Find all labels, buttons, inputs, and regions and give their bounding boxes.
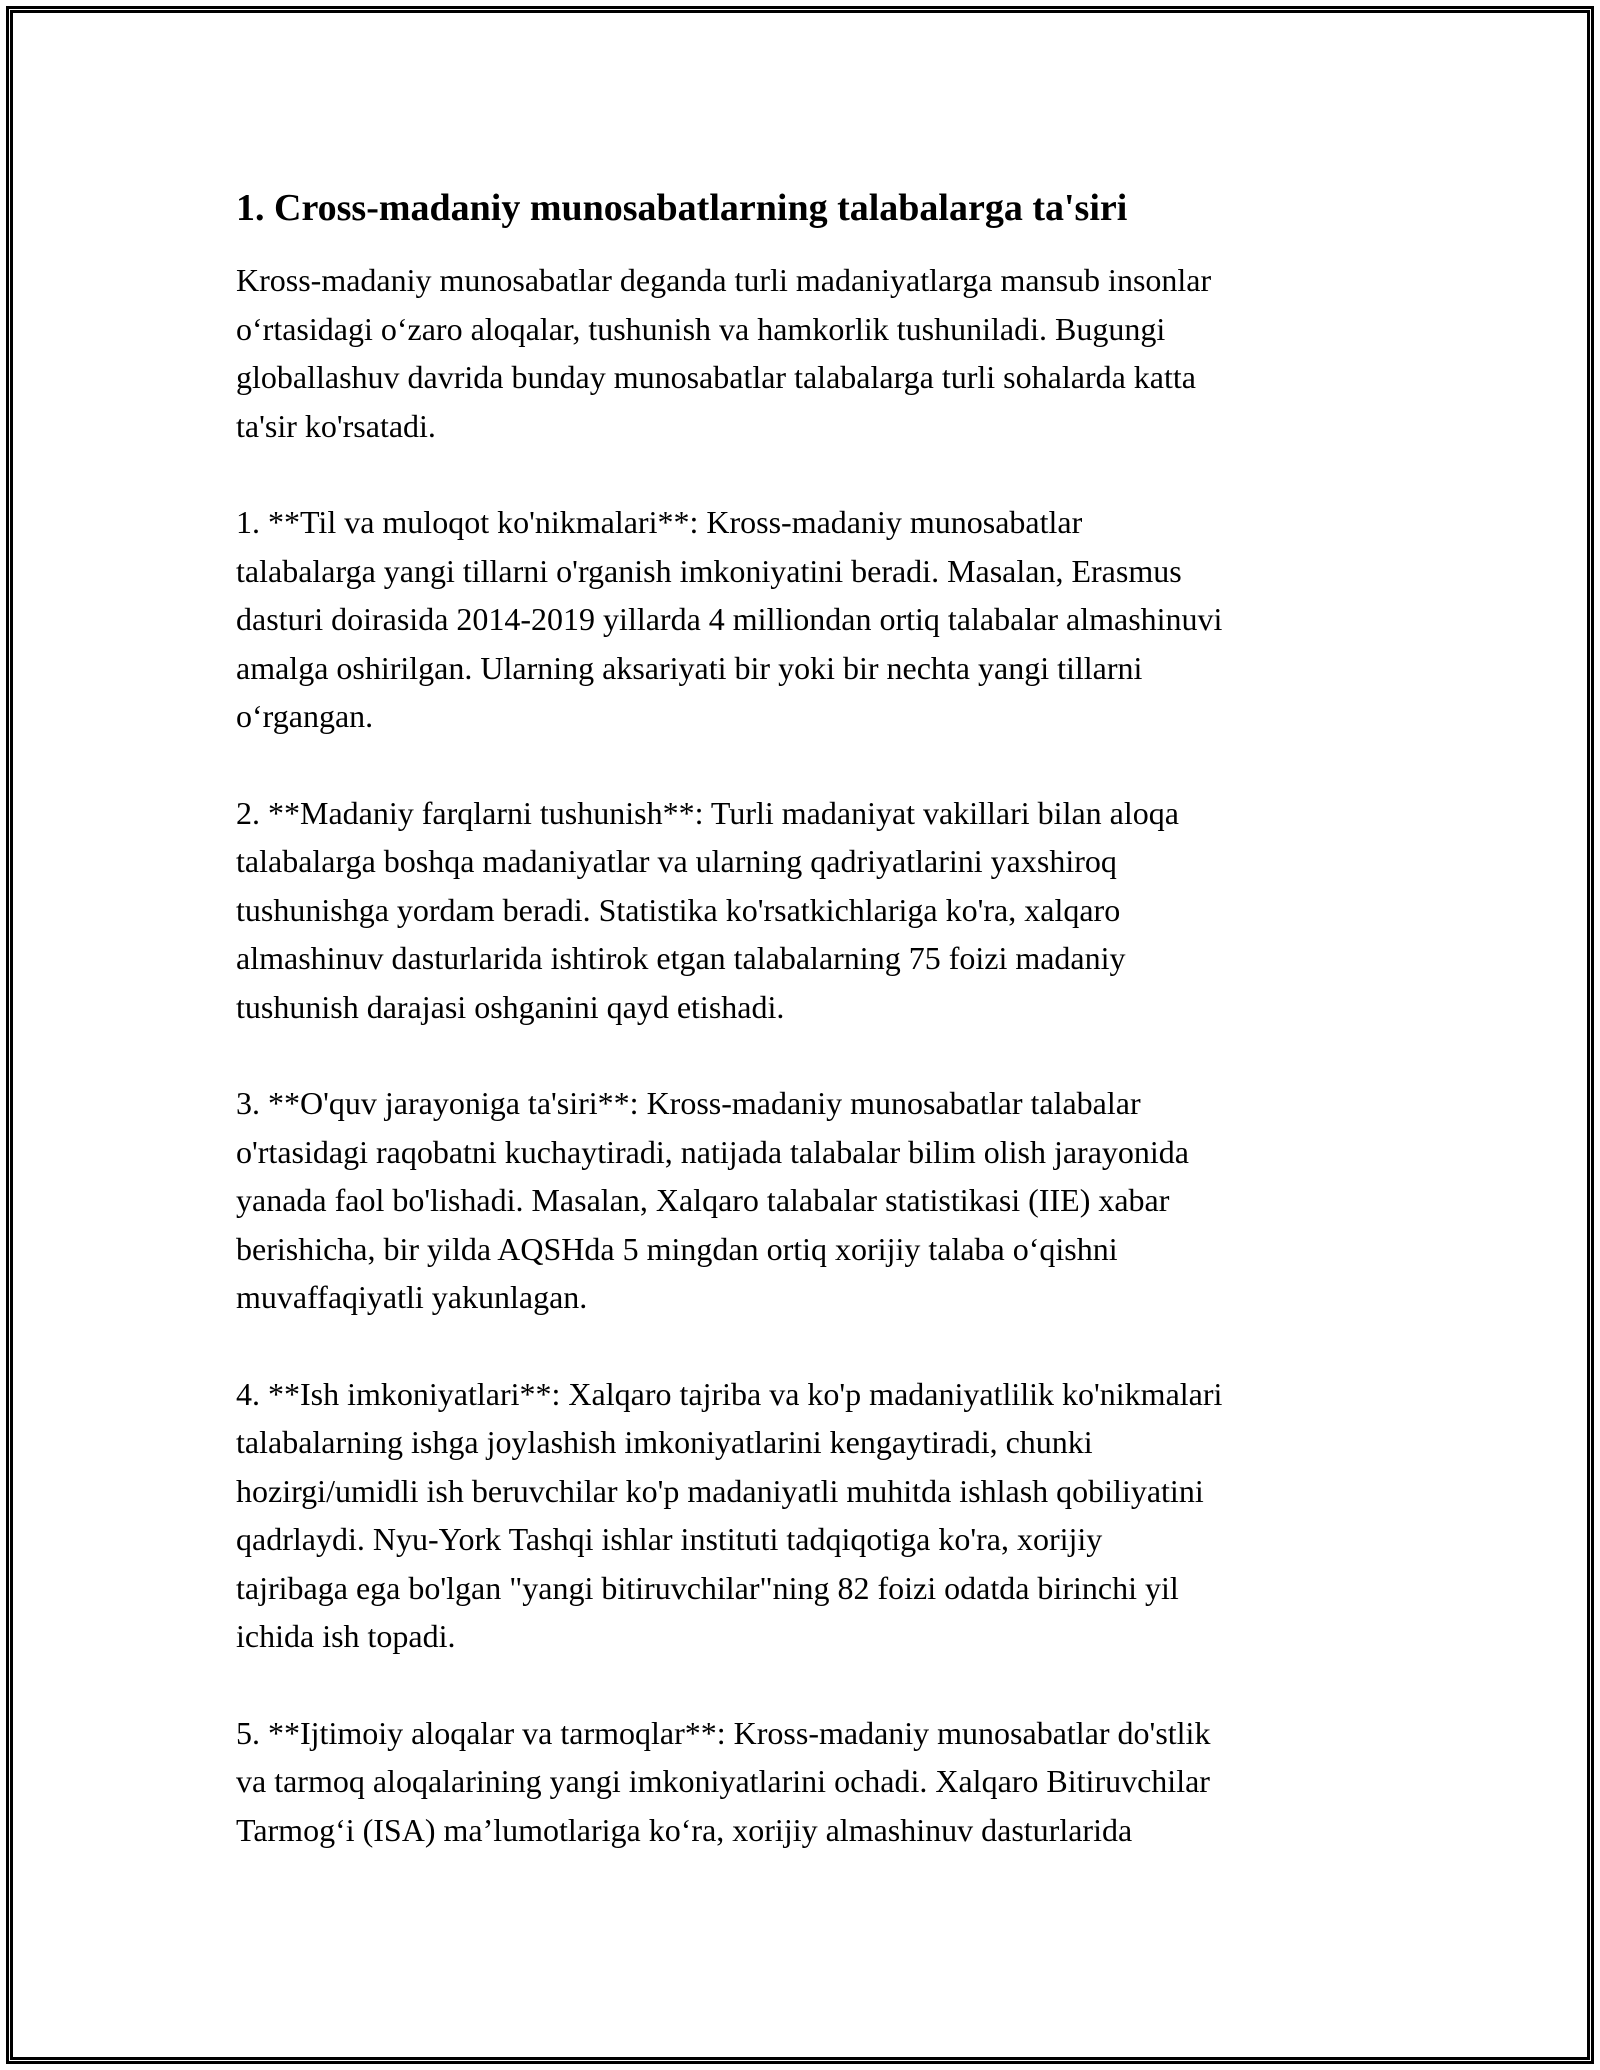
paragraph-job-opportunities: 4. **Ish imkoniyatlari**: Xalqaro tajriba va ko'p madaniyatlilik ko'nikmalari talabalarning ishga joylashish imkoniyatlarini kengaytiradi, chunki hozirgi/umidli ish beruvchilar ko'p madaniyatli muhitda ishlash qobiliyatini qadrlaydi. Nyu-York Tashqi ishlar instituti tadqiqotiga ko'ra, xorijiy tajribaga ega bo'lgan "yangi bitiruvchilar"ning 82 foizi odatda birinchi yil ichida ish topadi.	[236, 1375, 1223, 1654]
paragraph-cultural-differences: 2. **Madaniy farqlarni tushunish**: Turli madaniyat vakillari bilan aloqa talabalarga boshqa madaniyatlar va ularning qadriyatlarini yaxshiroq tushunishga yordam beradi. Statistika ko'rsatkichlariga ko'ra, xalqaro almashinuv dasturlarida ishtirok etgan talabalarning 75 foizi madaniy tushunish darajasi oshganini qayd etishadi.	[236, 794, 1179, 1025]
document-body	[236, 185, 1376, 1854]
paragraph-learning-process: 3. **O'quv jarayoniga ta'siri**: Kross-madaniy munosabatlar talabalar o'rtasidagi raqobatni kuchaytiradi, natijada talabalar bilim olish jarayonida yanada faol bo'lishadi. Masalan, Xalqaro talabalar statistikasi (IIE) xabar berishicha, bir yilda AQSHda 5 mingdan ortiq xorijiy talaba o‘qishni muvaffaqiyatli yakunlagan.	[236, 1085, 1189, 1315]
paragraph-language-skills: 1. **Til va muloqot ko'nikmalari**: Kross-madaniy munosabatlar talabalarga yangi tillarni o'rganish imkoniyatini beradi. Masalan, Erasmus dasturi doirasida 2014-2019 yillarda 4 milliondan ortiq talabalar almashinuvi amalga oshirilgan. Ularning aksariyati bir yoki bir nechta yangi tillarni o‘rgangan.	[236, 504, 1223, 734]
section-title: 1. Cross-madaniy munosabatlarning talabalarga ta'siri	[236, 187, 1128, 229]
intro-paragraph: Kross-madaniy munosabatlar deganda turli madaniyatlarga mansub insonlar o‘rtasidagi o‘zaro aloqalar, tushunish va hamkorlik tushuniladi. Bugungi globallashuv davrida bunday munosabatlar talabalarga turli sohalarda katta ta'sir ko'rsatadi.	[236, 262, 1212, 444]
paragraph-social-networks: 5. **Ijtimoiy aloqalar va tarmoqlar**: Kross-madaniy munosabatlar do'stlik va tarmoq aloqalarining yangi imkoniyatlarini ochadi. Xalqaro Bitiruvchilar Tarmog‘i (ISA) ma’lumotlariga ko‘ra, xorijiy almashinuv dasturlarida	[236, 1714, 1211, 1848]
